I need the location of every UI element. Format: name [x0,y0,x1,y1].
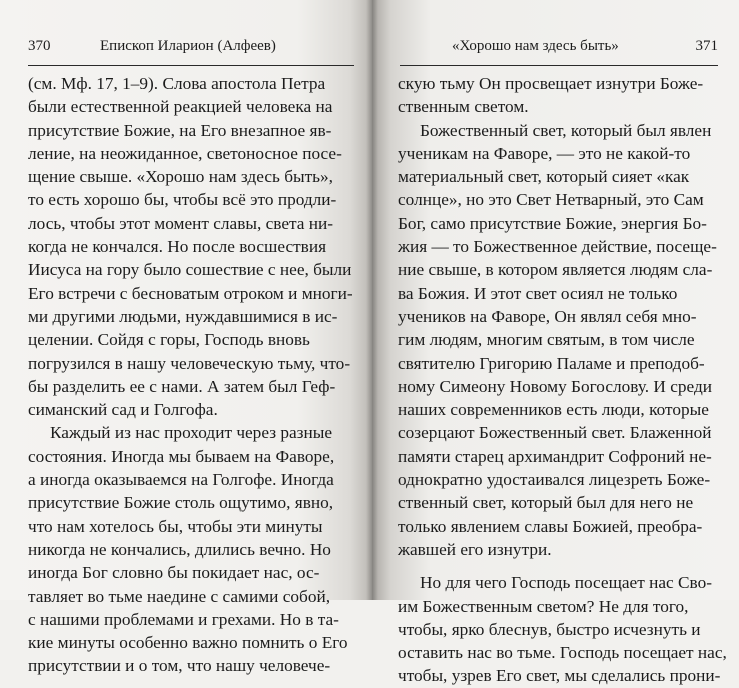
text-line: иногда Бог словно бы покидает нас, ос- [28,563,320,583]
text-line: чтобы, ярко блеснув, быстро исчезнуть и [398,619,701,639]
text-line: что нам хотелось бы, чтобы эти минуты [28,516,323,536]
text-line: ученикам на Фаворе, — это не какой-то [398,143,691,163]
text-line: (см. Мф. 17, 1–9). Слова апостола Петра [28,74,326,93]
left-header-rule [28,65,354,66]
paragraph-gap [398,561,716,571]
text-line: симанский сад и Голгофа. [28,400,218,420]
text-line: были естественной реакцией человека на [28,97,333,117]
text-line: солнце», но это Свет Нетварный, это Сам [398,190,704,210]
left-page [0,0,372,676]
text-line: Но для чего Господь посещает нас Сво- [420,573,712,593]
text-line: ва Божия. И этот свет осиял не только [398,283,678,303]
text-line: состояния. Иногда мы бываем на Фаворе, [28,446,335,466]
text-line: созерцают Божественный свет. Блаженной [398,423,712,443]
right-page [372,0,739,686]
text-line: кие минуты особенно важно помнить о Его [28,633,348,653]
left-running-title: Епископ Иларион (Алфеев) [100,38,276,54]
right-running-title: «Хорошо нам здесь быть» [452,38,619,54]
text-line: Каждый из нас проходит через разные [50,423,333,443]
text-line: материальный свет, который сияет «как [398,167,690,187]
text-line: ственный свет, который был для него не [398,493,694,513]
text-line: присутствие Божие столь ощутимо, явно, [28,493,334,513]
text-line: щение свыше. «Хорошо нам здесь быть», [28,167,333,187]
text-line: ному Симеону Новому Богослову. И среди [398,376,712,396]
left-body-text [28,72,353,678]
text-line: жавшей его изнутри. [398,539,552,559]
text-line: погрузился в нашу человеческую тьму, что- [28,353,351,373]
text-line: памяти старец архимандрит Софроний не- [398,446,712,466]
text-line: Божественный свет, который был явлен [420,120,712,140]
text-line: оставить нас во тьме. Господь посещает нас, [398,643,727,663]
left-page-number: 370 [28,38,51,54]
text-line: им Божественным светом? Не для того, [398,596,689,616]
text-line: скую тьму Он просвещает изнутри Боже- [398,74,704,93]
text-line: ственным светом. [398,97,529,117]
text-line: когда не кончался. Но после восшествия [28,237,327,257]
text-line: присутствие Божие, на Его внезапное яв- [28,120,332,140]
book-gutter-shadow [366,0,378,600]
text-line: тавляет во тьме наедине с самими собой, [28,586,331,606]
text-line: бы разделить ее с нами. А затем был Геф- [28,376,336,396]
text-line: святителю Григорию Паламе и преподоб- [398,353,705,373]
text-line: гим людям, многим святым, в том числе [398,330,695,350]
text-line: ление, на неожиданное, светоносное посе- [28,143,342,163]
right-body-text [398,72,727,688]
text-line: Иисуса на гору было сошествие с нее, были [28,260,352,280]
text-line: никогда не кончались, длились вечно. Но [28,539,331,559]
text-line: ми другими людьми, нуждавшимися в ис- [28,306,338,326]
text-line: Бог, само присутствие Божие, энергия Бо- [398,213,707,233]
text-line: с нашими проблемами и грехами. Но в та- [28,609,339,629]
right-header-rule [400,65,718,66]
text-line: то есть хорошо бы, чтобы всё это продли- [28,190,337,210]
text-line: чтобы, узрев Его свет, мы сделались прони- [398,666,721,686]
text-line: ние свыше, в котором является людям сла- [398,260,713,280]
text-line: только явлением славы Божией, преобра- [398,516,703,536]
text-line: лось, чтобы этот момент славы, света ни- [28,213,334,233]
text-line: Его встречи с бесноватым отроком и многи- [28,283,353,303]
text-line: учеников на Фаворе, Он являл себя мно- [398,306,697,326]
text-line: а иногда оказываемся на Голгофе. Иногда [28,470,334,490]
text-line: целении. Сойдя с горы, Господь вновь [28,330,310,350]
right-page-number: 371 [695,38,718,54]
text-line: наших современников есть люди, которые [398,400,709,420]
text-line: жия — то Божественное действие, посеще- [398,237,717,257]
text-line: однократно удостаивался лицезреть Боже- [398,470,711,490]
text-line: присутствии и о том, что нашу человече- [28,656,331,676]
